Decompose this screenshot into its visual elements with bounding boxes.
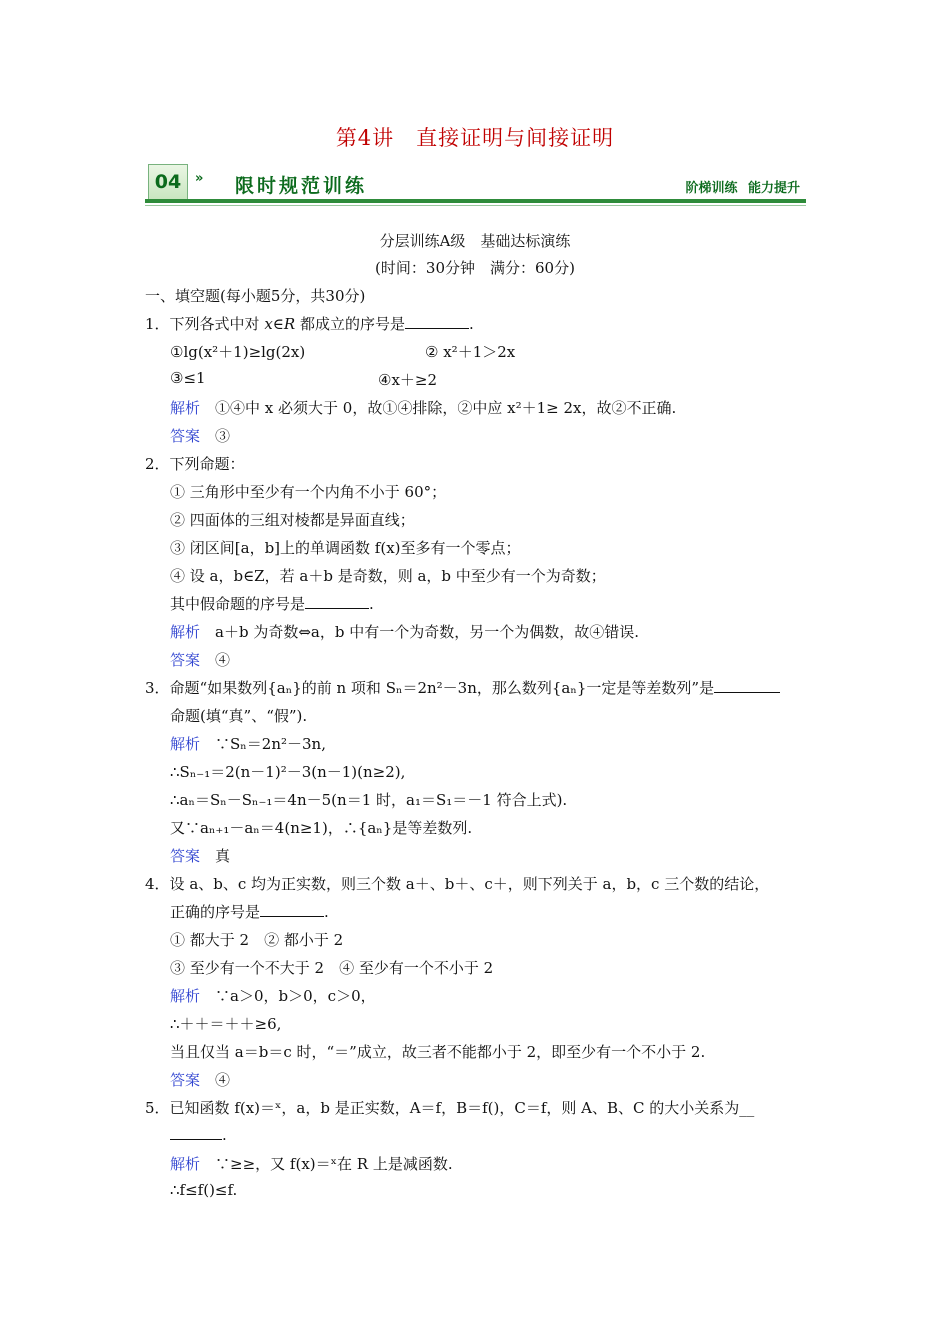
statement-1: ① 三角形中至少有一个内角不小于 60°； [170,483,447,501]
analysis-step: ∴Sₙ₋₁＝2(n－1)²－3(n－1)(n≥2), [170,763,406,781]
options-row-2: ③ 至少有一个不大于 2 ④ 至少有一个不小于 2 [170,959,494,977]
statement-4: ④ 设 a，b∈Z，若 a＋b 是奇数，则 a，b 中至少有一个为奇数； [170,567,606,585]
answer-blank [260,902,324,917]
question-2-prompt: 其中假命题的序号是 . [170,595,374,613]
banner-title: 限时规范训练 [235,175,368,197]
answer-blank [714,678,780,693]
question-4-stem-cont: 正确的序号是 . [170,903,329,921]
option-3: ③≤1 [170,369,206,387]
analysis-label: 解析 [170,987,201,1005]
banner-subtitle: 阶梯训练 能力提升 [685,181,800,196]
answer-line: 答案 ③ [170,427,231,445]
answer-line: 答案 ④ [170,1071,231,1089]
analysis-step: ∴aₙ＝Sₙ－Sₙ₋₁＝4n－5(n＝1 时，a₁＝S₁＝－1 符合上式). [170,791,568,809]
analysis-line: 解析 a＋b 为奇数⇔a，b 中有一个为奇数，另一个为偶数，故④错误. [170,623,639,641]
answer-label: 答案 [170,1071,201,1089]
level-heading: 分层训练A级 基础达标演练 [379,232,571,250]
question-number: 3． [145,679,170,697]
question-number: 4． [145,875,170,893]
analysis-line: 解析 ∵a＞0，b＞0，c＞0， [170,987,376,1005]
options-row-1: ① 都大于 2 ② 都小于 2 [170,931,344,949]
statement-2: ② 四面体的三组对棱都是异面直线； [170,511,415,529]
chevron-icon: » [195,171,204,186]
answer-label: 答案 [170,427,201,445]
page-title: 第4讲 直接证明与间接证明 [335,126,615,150]
question-number: 5． [145,1099,170,1117]
analysis-step: ∴f≤f()≤f. [170,1181,238,1199]
banner-number-badge: 04 [148,164,188,200]
time-info: (时间：30分钟 满分：60分) [375,259,575,277]
analysis-step: 当且仅当 a＝b＝c 时，“＝”成立，故三者不能都小于 2，即至少有一个不小于 2. [170,1043,706,1061]
banner-divider [145,199,806,203]
banner-divider-thin [145,205,806,206]
answer-line: 答案 ④ [170,651,231,669]
answer-label: 答案 [170,651,201,669]
option-4: ④x＋≥2 [378,371,438,389]
answer-blank [170,1125,222,1140]
question-number: 2． [145,455,170,473]
question-5-stem: 5．已知函数 f(x)＝ˣ，a，b 是正实数，A＝f，B＝f()，C＝f，则 A、B、C 的大小关系为__ [145,1099,755,1117]
analysis-line: 解析 ∵≥≥，又 f(x)＝ˣ在 R 上是减函数. [170,1155,453,1173]
analysis-label: 解析 [170,735,201,753]
answer-label: 答案 [170,847,201,865]
option-1: ①lg(x²＋1)≥lg(2x) [170,343,306,361]
answer-blank [405,314,469,329]
section-heading: 一、填空题(每小题5分，共30分) [145,287,366,305]
question-number: 1． [145,315,170,333]
question-2-stem: 2．下列命题： [145,455,245,473]
question-3-stem: 3．命题“如果数列{aₙ}的前 n 项和 Sₙ＝2n²－3n，那么数列{aₙ}一定是等差数列”是 [145,677,780,698]
statement-3: ③ 闭区间[a，b]上的单调函数 f(x)至多有一个零点； [170,539,521,557]
analysis-line: 解析 ①④中 x 必须大于 0，故①④排除，②中应 x²＋1≥ 2x，故②不正确. [170,399,677,417]
answer-blank [305,594,369,609]
analysis-line: 解析 ∵Sₙ＝2n²－3n, [170,735,326,753]
question-4-stem: 4．设 a、b、c 均为正实数，则三个数 a＋、b＋、c＋，则下列关于 a，b，c 三个数的结论， [145,875,770,893]
option-2: ② x²＋1＞2x [425,343,516,361]
analysis-label: 解析 [170,1155,201,1173]
analysis-step: 又∵aₙ₊₁－aₙ＝4(n≥1)，∴{aₙ}是等差数列. [170,819,473,837]
section-banner [145,161,806,208]
question-1-stem: 1．下列各式中对 x∈R 都成立的序号是 . [145,315,474,333]
analysis-label: 解析 [170,623,201,641]
analysis-step: ∴＋＋＝＋＋≥6, [170,1015,282,1033]
question-3-stem-cont: 命题(填“真”、“假”). [170,707,308,725]
answer-line: 答案 真 [170,847,231,865]
analysis-label: 解析 [170,399,201,417]
question-5-stem-cont: . [170,1125,227,1144]
